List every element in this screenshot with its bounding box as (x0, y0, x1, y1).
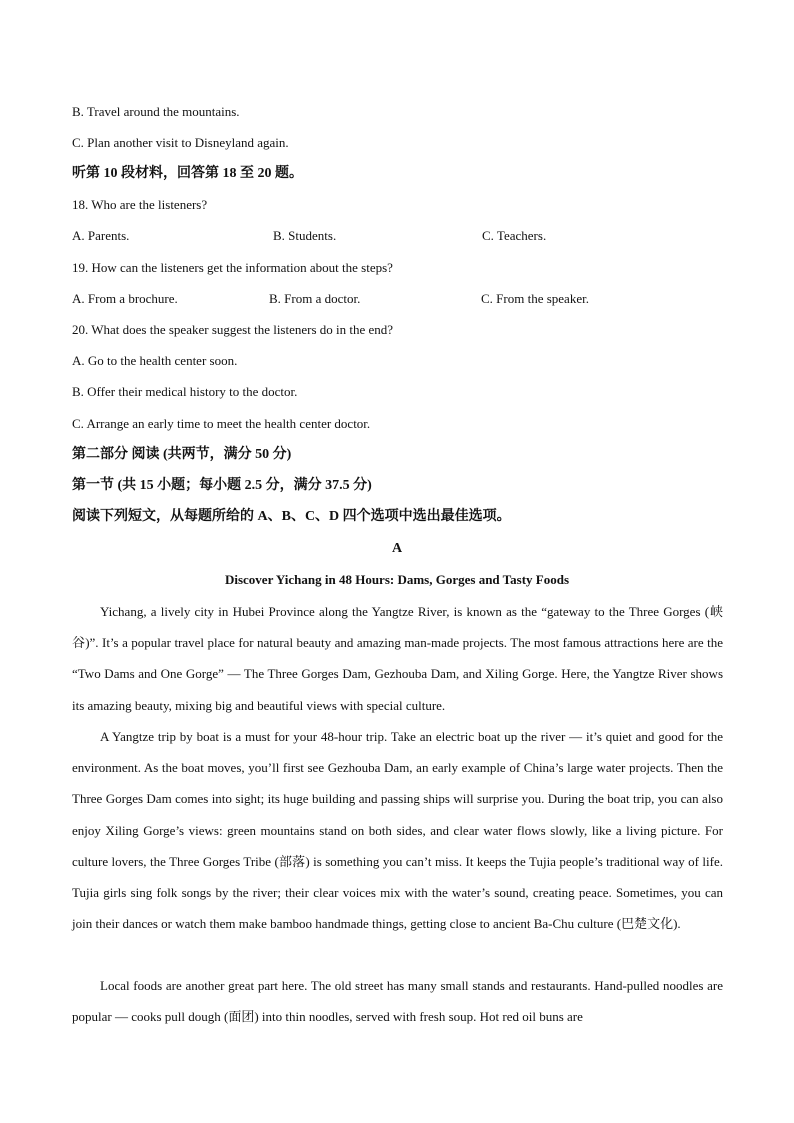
q17-option-c: C. Plan another visit to Disneyland again. (72, 135, 289, 150)
q18-stem: 18. Who are the listeners? (72, 197, 208, 212)
q19-stem: 19. How can the listeners get the information about the steps? (72, 260, 393, 275)
passage-paragraph-3: Local foods are another great part here. The old street has many small stands and restaurants. Hand-pulled noodles are popular — cooks pull dough (面团) into thin noodles, served with fresh soup. Hot red oil buns are (72, 978, 723, 1025)
q18-option-a: A. Parents. (72, 228, 130, 243)
reading-section-heading: 第一节 (共 15 小题；每小题 2.5 分，满分 37.5 分) (72, 478, 372, 493)
q18-option-b: B. Students. (273, 228, 337, 243)
q17-option-b: B. Travel around the mountains. (72, 104, 240, 119)
q19-option-c: C. From the speaker. (481, 291, 589, 306)
passage-paragraph-1: Yichang, a lively city in Hubei Province along the Yangtze River, is known as the “gateway to the Three Gorges (峡谷)”. It’s a popular travel place for natural beauty and amazing man-made projects. The most famous attractions here are the “Two Dams and One Gorge” — The Three Gorges Dam, Gezhouba Dam, and Xiling Gorge. Here, the Yangtze River shows its amazing beauty, mixing big and beautiful views with special culture. (72, 604, 723, 713)
q18-options (72, 228, 722, 244)
section10-heading: 听第 10 段材料，回答第 18 至 20 题。 (72, 166, 303, 181)
q18-option-c: C. Teachers. (482, 228, 547, 243)
q20-stem: 20. What does the speaker suggest the listeners do in the end? (72, 322, 394, 337)
q20-option-c: C. Arrange an early time to meet the health center doctor. (72, 416, 371, 431)
q19-option-a: A. From a brochure. (72, 291, 178, 306)
passage-title: Discover Yichang in 48 Hours: Dams, Gorges and Tasty Foods (224, 572, 570, 587)
passage-paragraph-2: A Yangtze trip by boat is a must for your 48-hour trip. Take an electric boat up the river — it’s quiet and good for the environment. As the boat moves, you’ll first see Gezhouba Dam, an early example of China’s large water projects. Then the Three Gorges Dam comes into sight; its huge building and passing ships will surprise you. During the boat trip, you can also enjoy Xiling Gorge’s views: green mountains stand on both sides, and clear water flows slowly, like a living picture. For culture lovers, the Three Gorges Tribe (部落) is something you can’t miss. It keeps the Tujia people’s traditional way of life. Tujia girls sing folk songs by the river; their clear voices mix with the water’s sound, creating peace. Sometimes, you can join their dances or watch them make bamboo handmade things, getting close to ancient Ba-Chu culture (巴楚文化). (72, 729, 723, 932)
passage-letter: A (391, 541, 403, 556)
q20-option-b: B. Offer their medical history to the doctor. (72, 384, 298, 399)
q19-options (72, 291, 722, 307)
reading-part-heading: 第二部分 阅读 (共两节，满分 50 分) (72, 447, 292, 462)
q19-option-b: B. From a doctor. (269, 291, 361, 306)
reading-instructions: 阅读下列短文，从每题所给的 A、B、C、D 四个选项中选出最佳选项。 (72, 509, 511, 524)
q20-option-a: A. Go to the health center soon. (72, 353, 238, 368)
